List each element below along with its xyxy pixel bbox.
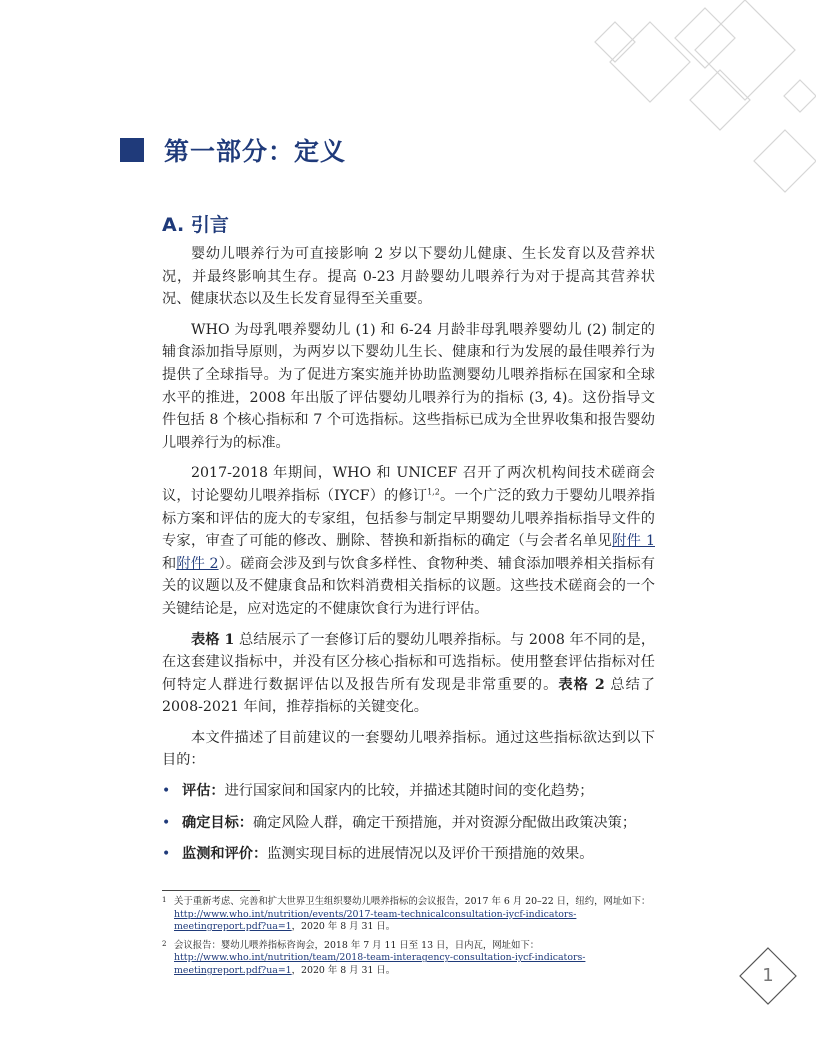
goal-item <box>162 780 655 803</box>
goal-term: 监测和评价： <box>182 846 268 863</box>
body-text <box>162 243 655 875</box>
paragraph-3-part-a: 2017-2018 年期间，WHO 和 UNICEF 召开了两次机构间技术磋商会议，讨论婴幼儿喂养指标（IYCF）的修订 <box>162 465 655 504</box>
paragraph-1: 婴幼儿喂养行为可直接影响 2 岁以下婴幼儿健康、生长发育以及营养状况，并最终影响其生存。提高 0-23 月龄婴幼儿喂养行为对于提高其营养状况、健康状态以及生长发育显得至关重要。 <box>162 246 655 308</box>
footnote-number: 1 <box>162 896 167 904</box>
footnote-link[interactable]: http://www.who.int/nutrition/team/2018-team-interagency-consultation-iycf-indicators-meetingreport.pdf?ua=1 <box>174 952 586 976</box>
goal-item <box>162 812 655 835</box>
paragraph-4 <box>162 629 655 719</box>
table-2-ref: 表格 2 <box>558 676 605 693</box>
bullet-icon: • <box>162 814 171 831</box>
page-number: 1 <box>762 965 774 986</box>
table-1-ref: 表格 1 <box>191 631 235 648</box>
annex-1-link[interactable]: 附件 1 <box>612 533 655 550</box>
footnote-text: 会议报告：婴幼儿喂养指标咨询会，2018 年 7 月 11 日至 13 日，日内瓦，网址如下： <box>174 939 540 951</box>
goal-item <box>162 843 655 866</box>
paragraph-3-part-c: ）。磋商会涉及到与饮食多样性、食物种类、辅食添加喂养相关指标有关的议题以及不健康食品和饮料消费相关指标的议题。这些技术磋商会的一个关键结论是，应对选定的不健康饮食行为进行评估。 <box>162 555 655 617</box>
paragraph-5: 本文件描述了目前建议的一套婴幼儿喂养指标。通过这些指标欲达到以下目的： <box>162 729 655 769</box>
footnote-after: ，2020 年 8 月 31 日。 <box>291 964 396 976</box>
footnote-divider <box>162 890 260 891</box>
footnote-after: ，2020 年 8 月 31 日。 <box>291 921 396 933</box>
paragraph-4-part-a: 总结展示了一套修订后的婴幼儿喂养指标。与 2008 年不同的是，在这套建议指标中，并没有区分核心指标和可选指标。使用整套评估指标对任何特定人群进行数据评估以及报告所有发现是非常重要的。 <box>162 631 656 693</box>
paragraph-3-part-b: 。一个广泛的致力于婴幼儿喂养指标方案和评估的庞大的专家组，包括参与制定早期婴幼儿喂养指标指导文件的专家，审查了可能的修改、删除、替换和新指标的确定（与会者名单见 <box>162 487 655 550</box>
annex-2-link[interactable]: 附件 2 <box>176 555 219 572</box>
section-heading <box>120 132 346 168</box>
paragraph-4-part-c: 总结了 2008-2021 年间，推荐指标的关键变化。 <box>162 676 655 716</box>
paragraph-3 <box>162 462 655 620</box>
goal-text: 监测实现目标的进展情况以及评价干预措施的效果。 <box>267 846 594 863</box>
footnote-number: 2 <box>162 939 167 948</box>
footnote-2 <box>162 940 656 978</box>
footnote-text: 关于重新考虑、完善和扩大世界卫生组织婴幼儿喂养指标的会议报告，2017 年 6 月 20–22 日，纽约，网址如下： <box>174 896 651 907</box>
paragraph-3-and: 和 <box>162 555 177 572</box>
decorative-diamond-pattern <box>0 0 816 200</box>
footnote-1 <box>162 896 656 934</box>
goal-text: 进行国家间和国家内的比较，并描述其随时间的变化趋势； <box>224 783 594 800</box>
page-number-badge <box>738 946 798 1006</box>
bullet-icon: • <box>162 846 171 863</box>
section-square-marker <box>120 138 144 162</box>
goal-term: 确定目标： <box>182 814 253 831</box>
goal-term: 评估： <box>182 783 225 800</box>
footnote-ref: 1,2 <box>427 487 440 497</box>
bullet-icon: • <box>162 783 171 800</box>
goal-text: 确定风险人群，确定干预措施，并对资源分配做出政策决策； <box>252 814 637 831</box>
goals-list <box>162 780 655 866</box>
paragraph-2: WHO 为母乳喂养婴幼儿 (1) 和 6-24 月龄非母乳喂养婴幼儿 (2) 制定的辅食添加指导原则，为两岁以下婴幼儿生长、健康和行为发展的最佳喂养行为提供了全球指导。为了促进方案实施并协助监测婴幼儿喂养指标在国家和全球水平的推进，2008 年出版了评估婴幼儿喂养行为的指标 (3, 4)。这份指导文件包括 8 个核心指标和 7 个可选指标。这些指标已成为全世界收集和报告婴幼儿喂养行为的标准。 <box>162 321 655 451</box>
intro-heading: A. 引言 <box>162 214 229 236</box>
footnotes <box>162 896 656 984</box>
footnote-link[interactable]: http://www.who.int/nutrition/events/2017-team-technicalconsultation-iycf-indicators-meetingreport.pdf?ua=1 <box>174 908 577 933</box>
section-title: 第一部分：定义 <box>164 137 347 166</box>
